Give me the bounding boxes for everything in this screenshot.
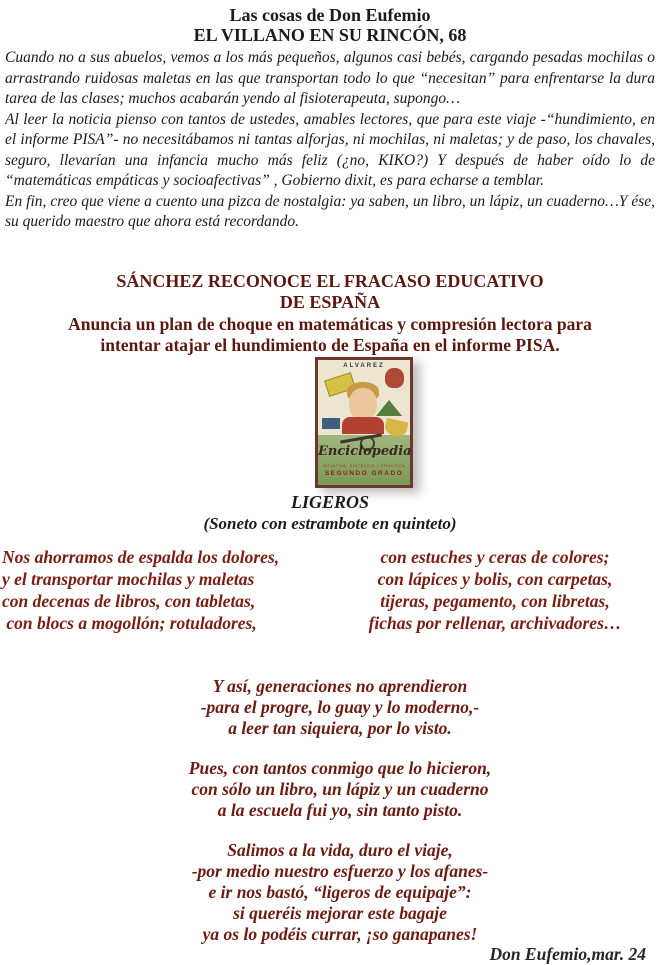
news-subheadline-line2: intentar atajar el hundimiento de España en el informe PISA. [100,335,560,355]
poem-line: si queréis mejorar este bagaje [233,903,447,923]
poem-line: con estuches y ceras de colores; [380,547,610,567]
poem-line: Salimos a la vida, duro el viaje, [227,840,453,860]
poem-line: -para el progre, lo guay y lo moderno,- [200,697,480,717]
news-headline [0,271,660,313]
body-paragraph: Cuando no a sus abuelos, vemos a los más pequeños, algunos casi bebés, cargando pesadas mochilas o arrastrando ruidosas maletas en las que transportan todo lo que “necesitan” para enfrentarse la dura tarea de las clases; muchos acabarán yendo al fisioterapeuta, supongo… [5,49,655,107]
stanza [60,676,620,739]
poem-line: ya os lo podéis currar, ¡so ganapanes! [202,924,478,944]
poem-stanzas [60,676,620,964]
body-paragraph: En fin, creo que viene a cuento una pizca de nostalgia: ya saben, un libro, un lápiz, un cuaderno…Y ése, su querido maestro que ahora está recordando. [5,192,655,230]
poem-line: fichas por rellenar, archivadores… [368,613,622,633]
poem-line: con decenas de libros, con tabletas, [2,591,256,611]
page-subtitle: EL VILLANO EN SU RINCÓN, 68 [193,25,467,45]
news-headline-line1: SÁNCHEZ RECONOCE EL FRACASO EDUCATIVO [116,271,544,291]
poem-line: y el transportar mochilas y maletas [2,569,255,589]
poem-line: con blocs a mogollón; rotuladores, [2,613,257,633]
news-subheadline [30,314,630,356]
red-blob-shape [385,368,404,388]
stanza [60,758,620,821]
poem-line: e ir nos bastó, “ligeros de equipaje”: [208,882,472,902]
poem-columns [2,546,658,634]
book-caption-label: INTUITIVA, SINTÉTICA Y PRÁCTICA [322,463,406,468]
poem-column-right [332,546,658,634]
poem-heading [0,491,660,535]
stanza [60,840,620,945]
blue-books-shape [322,418,340,429]
poem-line: con lápices y bolis, con carpetas, [377,569,613,589]
poem-line: Y así, generaciones no aprendieron [212,676,468,696]
body-paragraph: Al leer la noticia pienso con tantos de ustedes, amables lectores, que para este viaje -“hundimiento, en el informe PISA”- no necesitábamos ni tantas alforjas, ni mochilas, ni maletas; y de paso, los chavales, seguro, llevarían una infancia mucho más feliz (¿no, KIKO?) Y después de haber oído lo de “matemáticas empáticas y socioafectivas” , Gobierno dixit, es para echarse a temblar. [5,110,655,189]
green-triangle-shape [376,400,402,416]
article-header-and-body [5,5,655,271]
poem-line: con sólo un libro, un lápiz y un cuaderno [191,779,489,799]
news-headline-line2: DE ESPAÑA [279,292,381,312]
page-title: Las cosas de Don Eufemio [229,5,431,25]
book-cover-wrapper [0,357,660,493]
boy-sweater-illustration [342,417,384,434]
poem-line: -por medio nuestro esfuerzo y los afanes- [191,861,489,881]
book-title-label: Enciclopedia [318,444,412,459]
poem-line: tijeras, pegamento, con libretas, [380,591,610,611]
boy-head-illustration [349,388,377,420]
book-grade-label: SEGUNDO GRADO [324,470,404,477]
poem-line: a leer tan siquiera, por lo visto. [228,718,452,738]
poem-subtitle: (Soneto con estrambote en quinteto) [203,514,457,533]
author-signature: Don Eufemio,mar. 24 [489,944,646,964]
poem-line: a la escuela fui yo, sin tanto pisto. [217,800,463,820]
poem-title: LIGEROS [290,492,370,512]
poem-line: Nos ahorramos de espalda los dolores, [2,547,280,567]
poem-column-left [2,546,332,634]
poem-line: Pues, con tantos conmigo que lo hicieron, [188,758,492,778]
news-subheadline-line1: Anuncia un plan de choque en matemáticas y compresión lectora para [68,314,592,334]
book-brand-label: ALVAREZ [343,363,385,369]
book-cover-image [315,357,413,488]
